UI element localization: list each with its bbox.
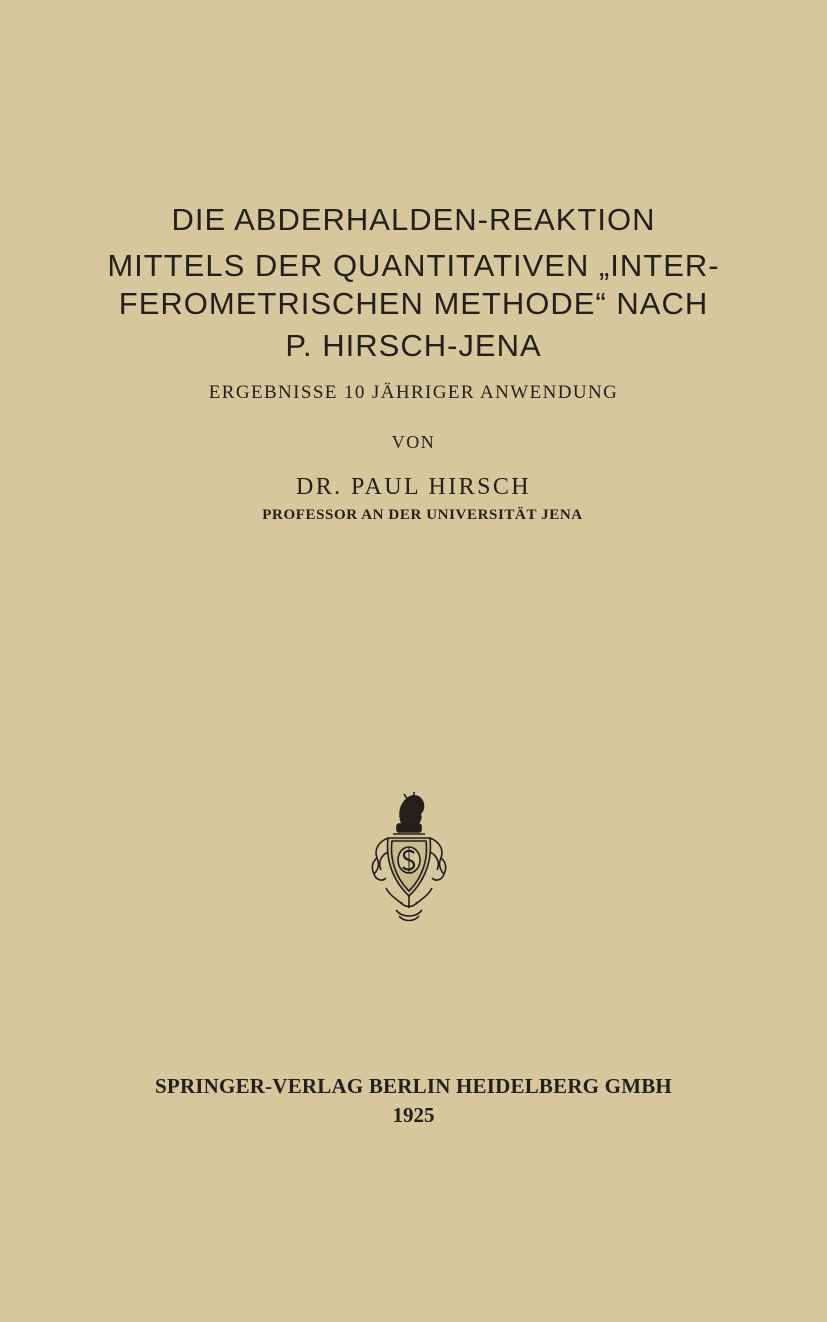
subtitle: ERGEBNISSE 10 JÄHRIGER ANWENDUNG: [208, 382, 619, 403]
title-line-3: FEROMETRISCHEN METHODE“ NACH: [118, 286, 709, 321]
author-name: DR. PAUL HIRSCH: [296, 474, 531, 500]
title-line-2: MITTELS DER QUANTITATIVEN „INTER-: [107, 248, 720, 283]
by-label: VON: [391, 432, 436, 452]
author-affiliation: PROFESSOR AN DER UNIVERSITÄT JENA: [262, 507, 583, 523]
springer-horse-logo-icon: [368, 792, 450, 924]
title-line-1: DIE ABDERHALDEN-REAKTION: [171, 202, 656, 237]
publication-year: 1925: [392, 1103, 435, 1127]
title-line-4: P. HIRSCH-JENA: [285, 328, 542, 363]
publisher-name: SPRINGER-VERLAG BERLIN HEIDELBERG GMBH: [155, 1074, 672, 1098]
